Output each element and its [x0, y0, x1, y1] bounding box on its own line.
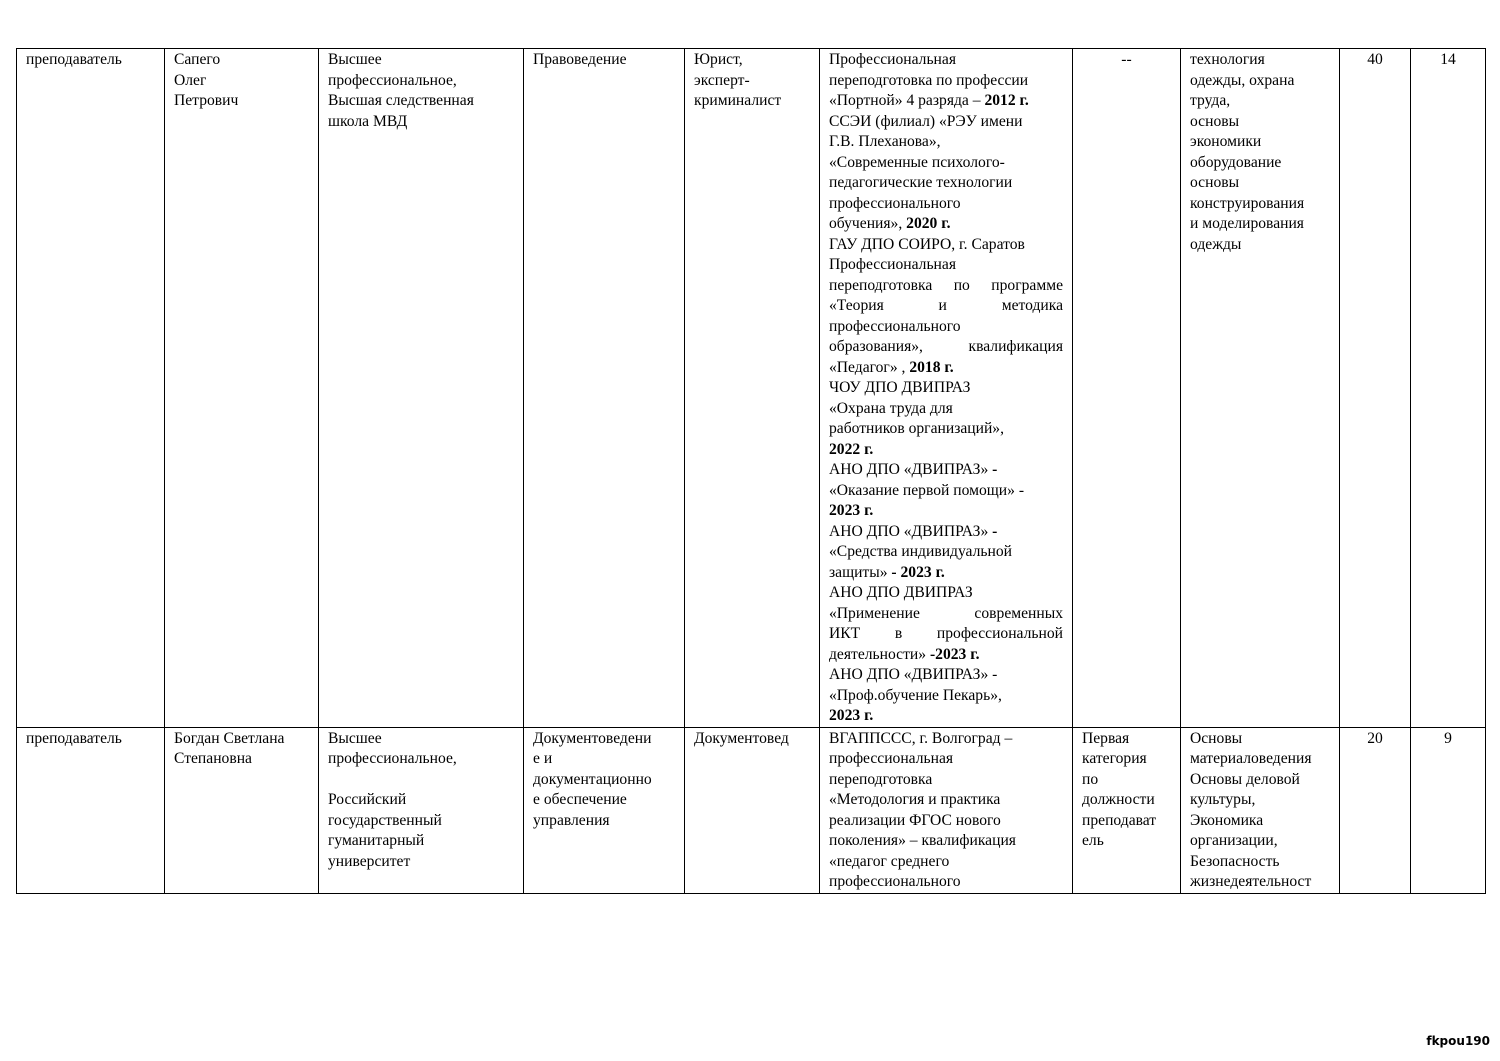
training-text: переподготовка по программе [829, 276, 1063, 294]
training-text: «Оказание первой помощи» - [829, 481, 1025, 499]
category-text: -- [1121, 51, 1132, 68]
discipline-line: Экономика [1190, 811, 1264, 829]
ped-experience-cell [1411, 727, 1486, 893]
category-line: преподават [1082, 811, 1157, 829]
discipline-line: организации, [1190, 832, 1278, 849]
category-cell [1073, 727, 1181, 893]
qualification-cell [685, 727, 820, 893]
training-text: АНО ДПО «ДВИПРАЗ» - [829, 666, 998, 683]
training-line [829, 686, 1063, 707]
training-text: педагогические технологии [829, 174, 1013, 191]
training-line [829, 337, 1063, 358]
category-line: Первая [1082, 729, 1130, 747]
education-line: гуманитарный [328, 832, 425, 849]
training-line [829, 194, 1063, 215]
training-line [829, 542, 1063, 563]
training-text: поколения» – квалификация [829, 832, 1016, 849]
training-text: «Проф.обучение Пекарь», [829, 686, 1002, 704]
disciplines-cell [1181, 727, 1340, 893]
training-line [829, 460, 1063, 481]
total-experience-cell [1340, 727, 1411, 893]
training-line [829, 440, 1063, 461]
training-text: ССЭИ (филиал) «РЭУ имени [829, 112, 1023, 130]
category-line: должности [1082, 791, 1155, 808]
table-row [17, 49, 1486, 728]
training-line [829, 665, 1063, 686]
training-bold-text: - [992, 461, 998, 478]
discipline-line: Основы деловой [1190, 770, 1300, 788]
specialty-line: е обеспечение [533, 791, 627, 808]
training-line [829, 173, 1063, 194]
discipline-line: жизнедеятельност [1190, 873, 1312, 890]
training-cell [820, 49, 1073, 728]
training-bold-text: - 2023 г. [891, 563, 945, 581]
position-cell [17, 49, 165, 728]
training-text: переподготовка [829, 770, 933, 788]
training-line [829, 729, 1063, 750]
training-bold-text: 2023 г. [829, 707, 874, 724]
training-line [829, 358, 1063, 379]
discipline-line: Безопасность [1190, 852, 1280, 870]
education-line: Высшее [328, 729, 382, 747]
training-text: профессионального [829, 317, 961, 335]
training-text: «Теория и методика [829, 297, 1063, 314]
training-bold-text: - [992, 522, 998, 540]
discipline-line: культуры, [1190, 791, 1256, 808]
name-line: Богдан Светлана [174, 729, 285, 747]
training-bold-text: 2012 г. [984, 92, 1029, 109]
training-line [829, 790, 1063, 811]
training-text: ГАУ ДПО СОИРО, г. Саратов [829, 235, 1025, 253]
name-line: Петрович [174, 92, 239, 109]
name-line: Олег [174, 71, 207, 89]
training-text: Профессиональная [829, 256, 956, 273]
training-text: защиты» [829, 563, 892, 581]
discipline-line: одежды, охрана [1190, 71, 1295, 89]
training-text: «педагог среднего [829, 852, 950, 870]
training-text: АНО ДПО «ДВИПРАЗ» [829, 461, 993, 478]
total-experience-cell [1340, 49, 1411, 728]
training-text: переподготовка по профессии [829, 71, 1029, 89]
training-line [829, 749, 1063, 770]
discipline-line: оборудование [1190, 153, 1282, 171]
qualification-cell [685, 49, 820, 728]
training-line [829, 522, 1063, 543]
education-line: Высшее [328, 51, 382, 68]
training-line [829, 399, 1063, 420]
training-line [829, 583, 1063, 604]
ped-experience-cell [1411, 49, 1486, 728]
qualification-line: эксперт- [694, 71, 750, 89]
specialty-line: Документоведени [533, 729, 652, 747]
education-line: школа МВД [328, 112, 408, 130]
total-experience-value: 20 [1367, 729, 1383, 747]
training-line [829, 831, 1063, 852]
training-text: профессиональная [829, 750, 954, 767]
ped-experience-value: 9 [1444, 729, 1452, 747]
training-text: «Охрана труда для [829, 399, 953, 417]
training-line [829, 153, 1063, 174]
qualification-line: Документовед [694, 729, 789, 747]
name-line: Сапего [174, 51, 221, 68]
qualification-line: криминалист [694, 92, 782, 109]
discipline-line: труда, [1190, 92, 1231, 109]
training-bold-text: 2023 г. [829, 502, 874, 519]
position-text: преподаватель [26, 729, 122, 747]
training-line [829, 317, 1063, 338]
training-line [829, 71, 1063, 92]
training-text: «Современные психолого- [829, 153, 1005, 171]
education-blank-line [328, 770, 514, 791]
discipline-line: материаловедения [1190, 750, 1312, 767]
name-line: Степановна [174, 750, 252, 767]
name-cell [165, 727, 319, 893]
table-row [17, 727, 1486, 893]
training-text: реализации ФГОС нового [829, 811, 1001, 829]
specialty-line: управления [533, 811, 610, 829]
training-text: образования», квалификация [829, 338, 1063, 355]
specialty-text: Правоведение [533, 51, 627, 68]
training-text: профессионального [829, 873, 961, 890]
discipline-line: основы [1190, 174, 1240, 191]
position-text: преподаватель [26, 51, 122, 68]
training-line [829, 563, 1063, 584]
specialty-line: документационно [533, 770, 652, 788]
category-line: категория [1082, 750, 1147, 767]
training-cell [820, 727, 1073, 893]
training-line [829, 501, 1063, 522]
discipline-line: основы [1190, 112, 1240, 130]
training-line [829, 481, 1063, 502]
education-line: университет [328, 852, 411, 870]
training-line [829, 214, 1063, 235]
education-line: Высшая следственная [328, 92, 474, 109]
training-text: Профессиональная [829, 51, 956, 68]
training-line [829, 296, 1063, 317]
discipline-line: и моделирования [1190, 215, 1304, 232]
position-cell [17, 727, 165, 893]
staff-table [16, 48, 1486, 894]
category-cell [1073, 49, 1181, 728]
discipline-line: одежды [1190, 235, 1242, 253]
training-line [829, 706, 1063, 727]
training-text: ЧОУ ДПО ДВИПРАЗ [829, 379, 971, 396]
education-cell [319, 727, 524, 893]
training-text: АНО ДПО «ДВИПРАЗ» [829, 522, 993, 540]
training-line [829, 50, 1063, 71]
discipline-line: Основы [1190, 729, 1243, 747]
training-text: «Портной» 4 разряда – [829, 92, 985, 109]
watermark-text: fkpou190 [1426, 1034, 1490, 1048]
education-line: Российский [328, 791, 407, 808]
training-bold-text: 2020 г. [906, 215, 951, 232]
training-line [829, 811, 1063, 832]
specialty-cell [524, 727, 685, 893]
training-text: «Применение современных [829, 604, 1063, 622]
training-line [829, 91, 1063, 112]
training-line [829, 770, 1063, 791]
specialty-cell [524, 49, 685, 728]
training-line [829, 852, 1063, 873]
training-line [829, 276, 1063, 297]
training-line [829, 132, 1063, 153]
training-line [829, 112, 1063, 133]
training-line [829, 378, 1063, 399]
training-text: Г.В. Плеханова», [829, 133, 941, 150]
training-bold-text: -2023 г. [929, 645, 980, 663]
training-line [829, 645, 1063, 666]
education-line: профессиональное, [328, 71, 457, 89]
training-text: «Методология и практика [829, 791, 1001, 808]
discipline-line: технология [1190, 51, 1265, 68]
category-line: ель [1082, 832, 1104, 849]
ped-experience-value: 14 [1440, 51, 1456, 68]
training-text: работников организаций», [829, 420, 1005, 437]
training-text: «Педагог» , [829, 358, 910, 376]
training-text: АНО ДПО ДВИПРАЗ [829, 584, 973, 601]
education-line: государственный [328, 811, 442, 829]
disciplines-cell [1181, 49, 1340, 728]
specialty-line: е и [533, 750, 553, 767]
qualification-line: Юрист, [694, 51, 743, 68]
training-line [829, 255, 1063, 276]
education-line: профессиональное, [328, 750, 457, 767]
training-bold-text: 2018 г. [909, 358, 954, 376]
training-line [829, 872, 1063, 893]
training-line [829, 419, 1063, 440]
discipline-line: экономики [1190, 133, 1262, 150]
training-text: обучения», [829, 215, 907, 232]
training-bold-text: 2022 г. [829, 440, 874, 458]
education-cell [319, 49, 524, 728]
discipline-line: конструирования [1190, 194, 1305, 212]
training-line [829, 604, 1063, 625]
training-text: ВГАППССС, г. Волгоград – [829, 729, 1013, 747]
total-experience-value: 40 [1367, 51, 1383, 68]
category-line: по [1082, 770, 1099, 788]
training-line [829, 624, 1063, 645]
training-text: «Средства индивидуальной [829, 543, 1012, 560]
training-text: деятельности» [829, 645, 930, 663]
name-cell [165, 49, 319, 728]
training-text: профессионального [829, 194, 961, 212]
training-line [829, 235, 1063, 256]
training-text: ИКТ в профессиональной [829, 625, 1063, 642]
